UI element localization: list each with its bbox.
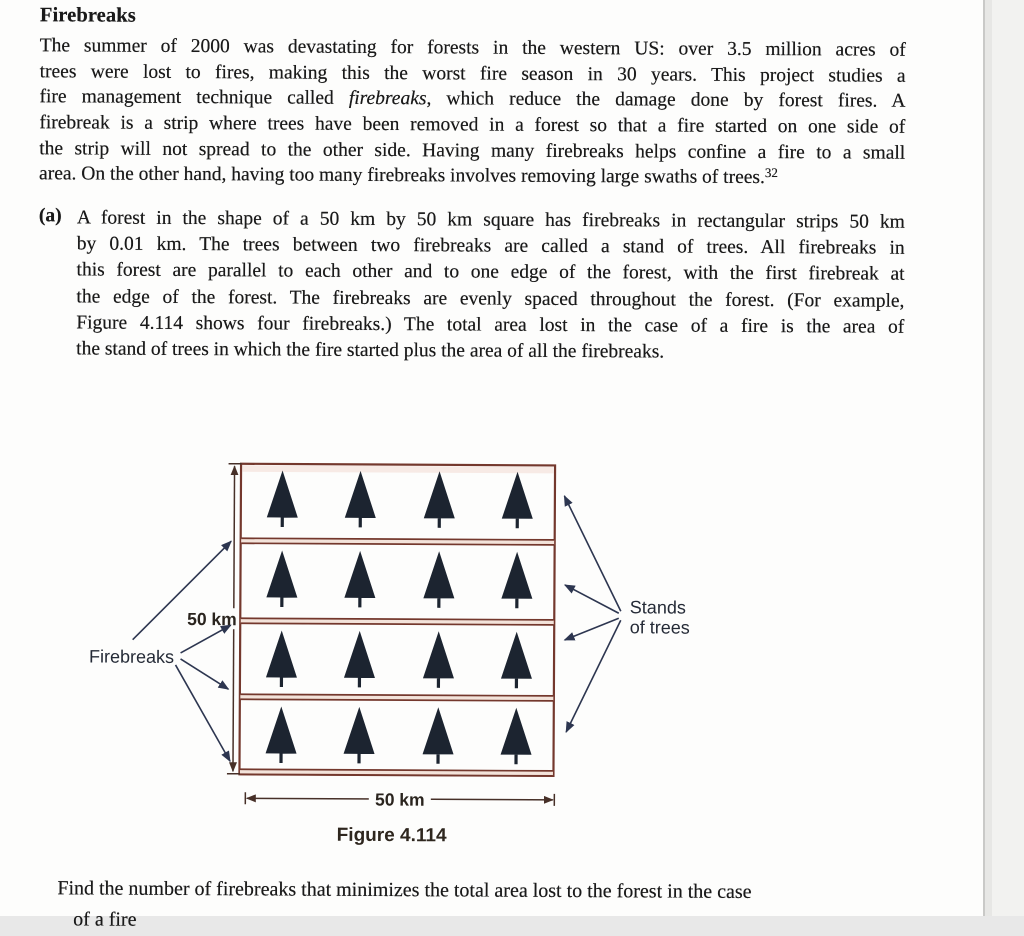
stands-callout [563, 496, 690, 733]
text-segment: the strip will not spread to the other side. Having many firebreaks helps confine a fire to a small [39, 138, 905, 164]
tree-icon [501, 632, 532, 689]
tree-icon [266, 630, 297, 687]
firebreak-strip [241, 538, 554, 545]
text-segment: by 0.01 km. The trees between two firebreaks are called a stand of trees. All firebreaks in [77, 234, 905, 259]
tree-icon [501, 708, 532, 765]
figure-caption: Figure 4.114 [337, 825, 447, 847]
text-segment: firebreak is a strip where trees have been removed in a forest so that a fire started on one side of [39, 112, 905, 138]
figure-4-114 [0, 430, 1022, 855]
callout-arrow [181, 625, 231, 653]
scan-tint-band [243, 465, 554, 473]
tree-icon [266, 550, 297, 607]
callout-arrow [175, 665, 231, 761]
firebreak-strip [241, 618, 554, 625]
scan-edge-strip [983, 0, 1024, 916]
text-line [76, 284, 904, 315]
tree-icon [344, 631, 375, 688]
text-line [39, 162, 905, 192]
tree-icon [344, 551, 375, 608]
section-title: Firebreaks [40, 4, 136, 28]
tree-icon [423, 631, 454, 688]
tree-icon [267, 470, 298, 527]
callout-arrow [180, 659, 228, 689]
vertical-dim-label: 50 km [187, 609, 237, 629]
firebreaks-label: Firebreaks [89, 646, 174, 666]
text-segment: , which reduce the damage done by forest fires. A [426, 89, 905, 113]
tree-icon [423, 551, 454, 608]
footnote-marker: 32 [765, 165, 778, 180]
firebreak-strip [240, 694, 553, 701]
callout-arrow [564, 496, 622, 611]
text-segment: Figure 4.114 shows four firebreaks.) The total area lost in the case of a fire is the area of [76, 312, 904, 337]
clipped-next-line [73, 908, 136, 931]
tree-icon [266, 706, 297, 763]
part-a-paragraph [76, 205, 905, 366]
text-line [77, 258, 905, 289]
tree-icon [344, 707, 375, 764]
italic-term: firebreaks [349, 88, 427, 109]
tree-icon [423, 707, 454, 764]
text-segment: trees were lost to fires, making this the worst fire season in 30 years. This project studies a [40, 61, 906, 87]
firebreak-strip [240, 769, 553, 776]
stands-label: Stands [630, 597, 686, 617]
text-segment: The summer of 2000 was devastating for forests in the western US: over 3.5 million acres of [40, 35, 906, 61]
tree-icon [345, 471, 376, 528]
callout-arrow [565, 618, 619, 640]
tree-icon [501, 552, 532, 609]
text-segment: the stand of trees in which the fire started plus the area of all the firebreaks. [76, 338, 664, 362]
text-segment: Find the number of firebreaks that minimizes the total area lost to the forest in the case [57, 877, 751, 903]
tree-icon [502, 472, 533, 529]
tree-icon [424, 471, 455, 528]
text-segment: A forest in the shape of a 50 km by 50 km square has firebreaks in rectangular strips 50 km [77, 207, 905, 232]
closing-line [57, 877, 751, 904]
text-segment: the edge of the forest. The firebreaks are evenly spaced throughout the forest. (For example, [76, 286, 904, 311]
text-segment: area. On the other hand, having too many firebreaks involves removing large swaths of trees. [39, 164, 765, 189]
text-line [76, 336, 904, 367]
text-segment: of a fire [73, 908, 136, 930]
stands-label: of trees [630, 617, 690, 637]
trees-layer [266, 470, 534, 764]
part-label: (a) [39, 205, 62, 227]
text-segment: this forest are parallel to each other and to one edge of the forest, with the first firebreak at [77, 260, 905, 285]
text-segment: fire management technique called [39, 87, 348, 110]
horizontal-dimension [245, 787, 554, 810]
firebreaks-callout [89, 540, 232, 761]
intro-paragraph [39, 33, 906, 192]
horizontal-dim-label: 50 km [375, 789, 425, 809]
vertical-dimension [186, 463, 241, 773]
